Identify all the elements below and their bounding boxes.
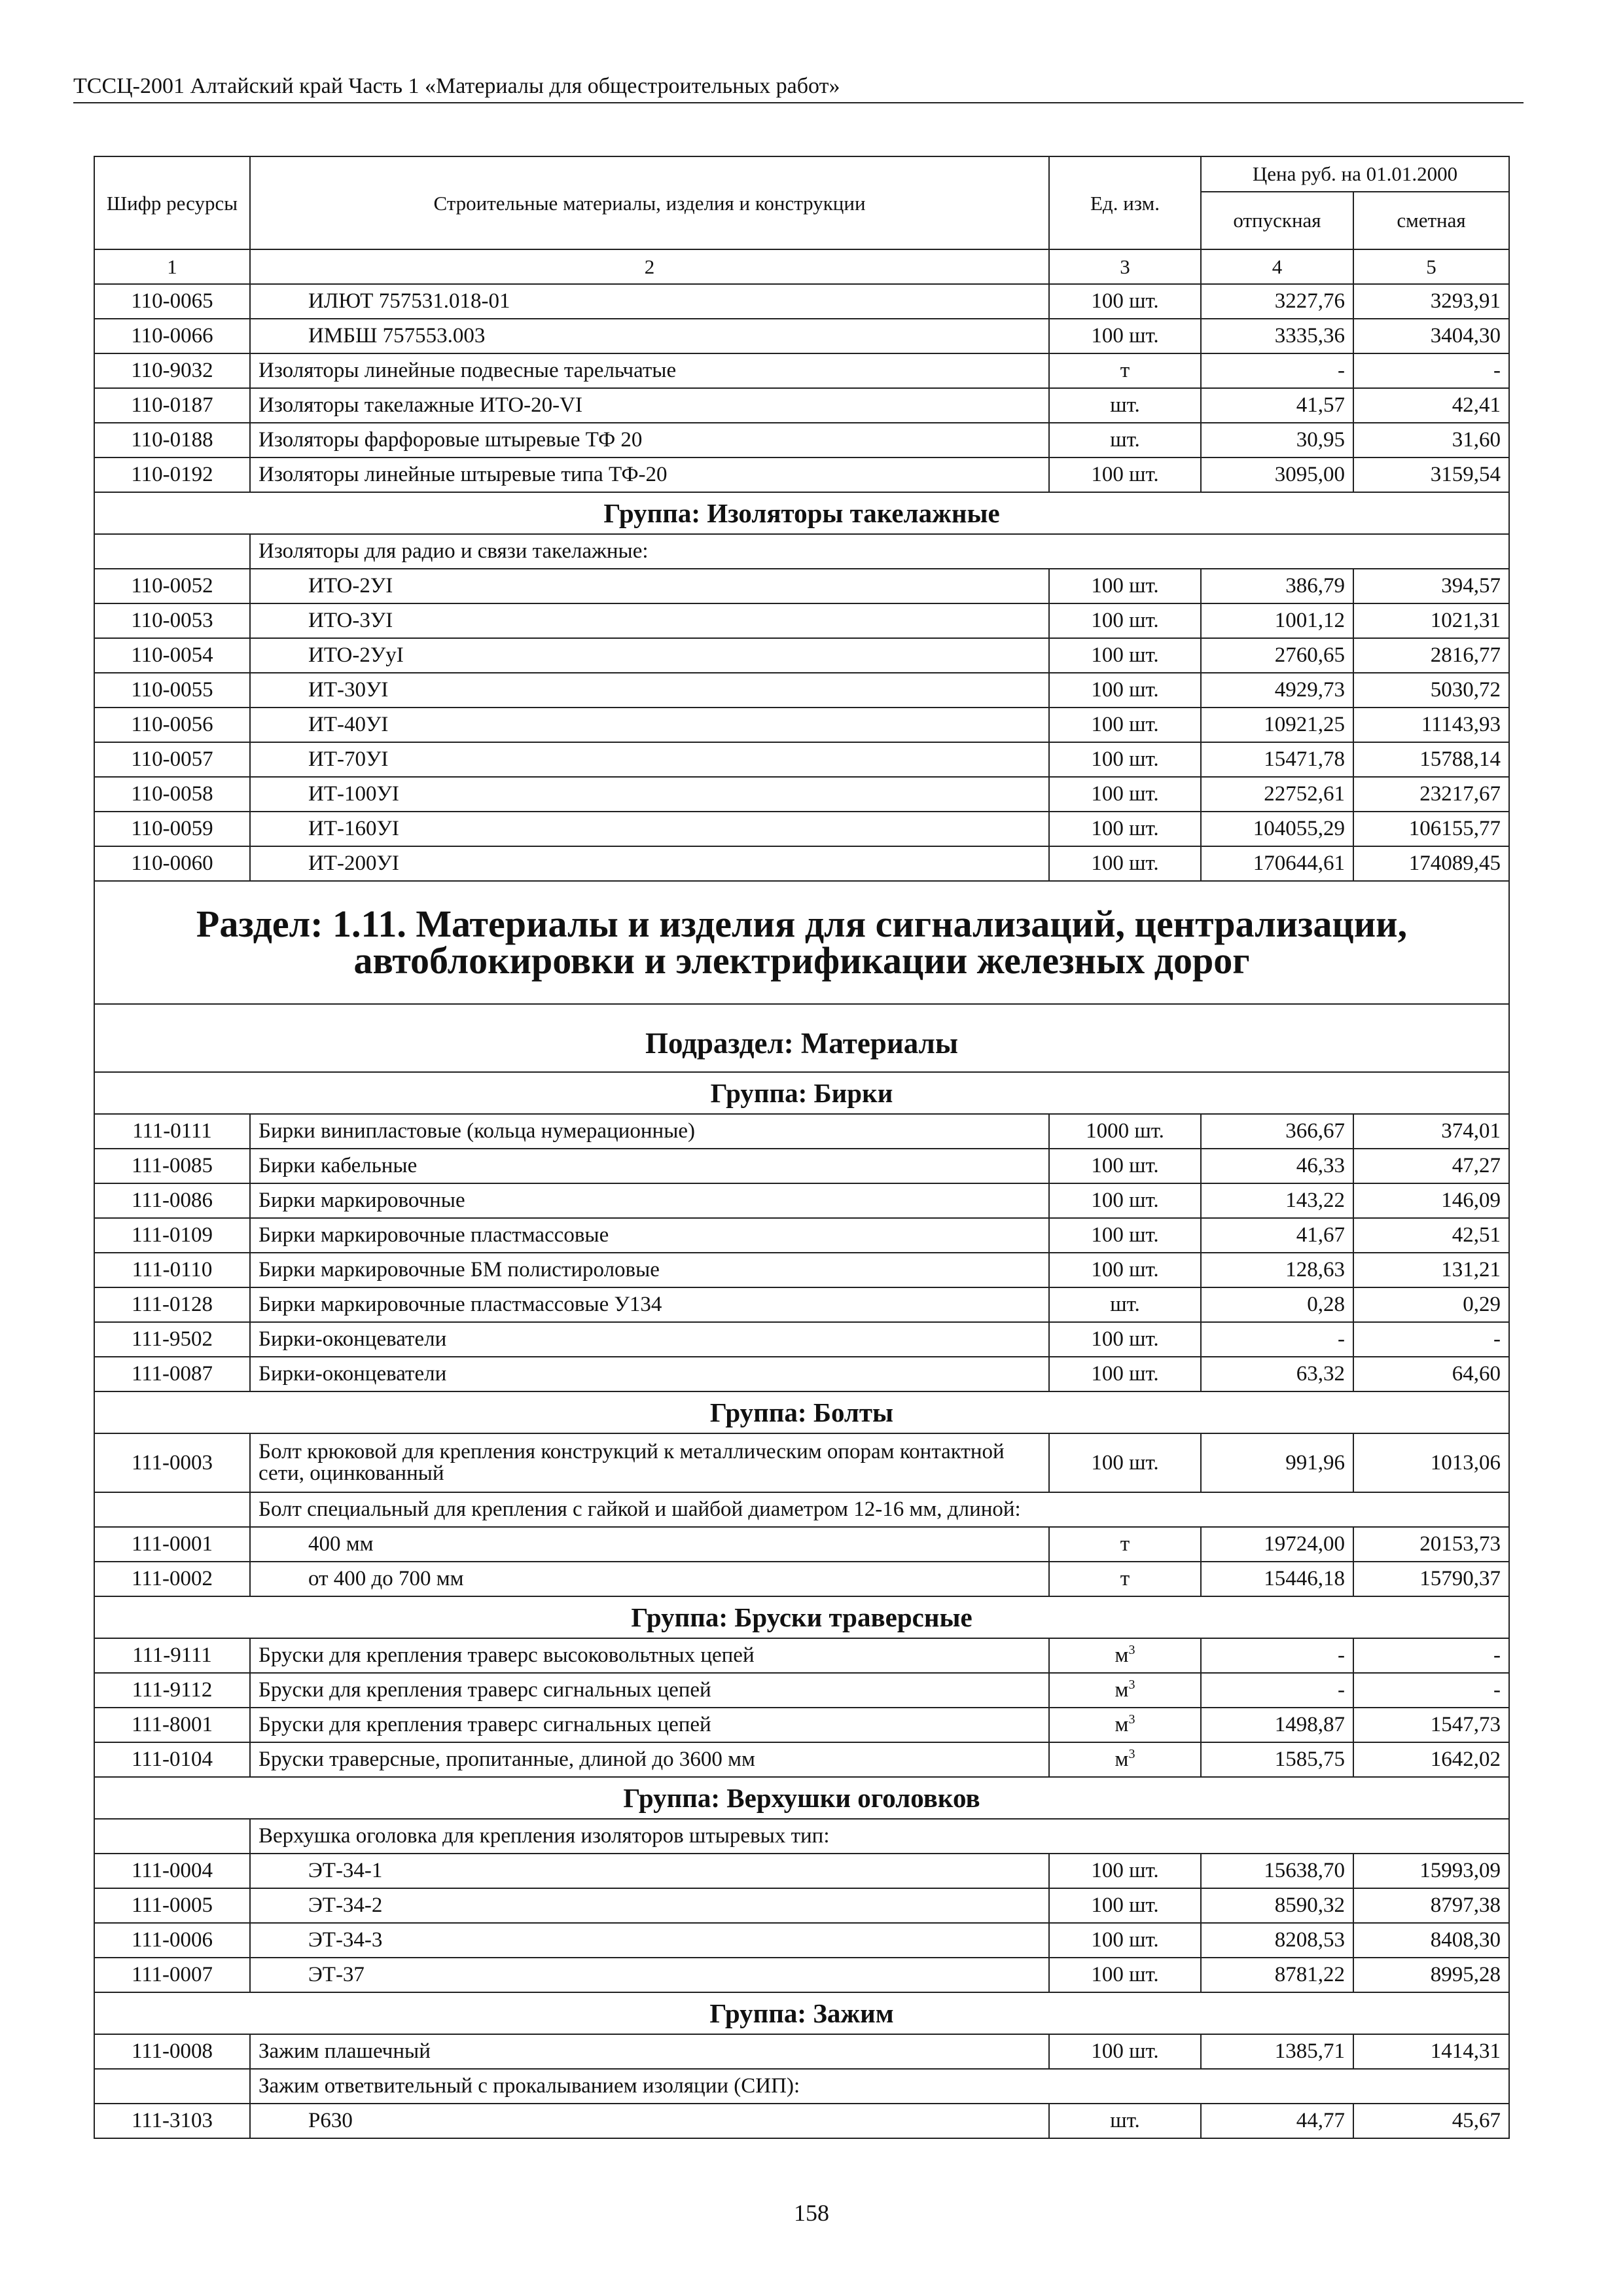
row-name: Р630 [250, 2104, 1049, 2138]
row-code: 111-0003 [94, 1433, 250, 1492]
row-price-release: 8590,32 [1201, 1888, 1353, 1923]
row-price-estimate: 23217,67 [1353, 777, 1509, 812]
row-price-release: 8781,22 [1201, 1958, 1353, 1992]
row-price-release: 128,63 [1201, 1253, 1353, 1287]
table-row [94, 1253, 1509, 1287]
row-code: 111-0128 [94, 1287, 250, 1322]
row-code: 111-9502 [94, 1322, 250, 1357]
row-price-release: 991,96 [1201, 1433, 1353, 1492]
col-header-release: отпускная [1201, 192, 1353, 250]
row-unit: 100 шт. [1049, 319, 1201, 353]
subsection-title: Подраздел: Материалы [94, 1004, 1509, 1072]
row-unit: 100 шт. [1049, 457, 1201, 492]
row-price-release: 143,22 [1201, 1183, 1353, 1218]
row-code: 111-0109 [94, 1218, 250, 1253]
row-unit: шт. [1049, 2104, 1201, 2138]
row-price-estimate: - [1353, 1638, 1509, 1673]
row-price-release: 30,95 [1201, 423, 1353, 457]
page-number: 158 [794, 2200, 829, 2226]
row-price-estimate: 3293,91 [1353, 284, 1509, 319]
row-code: 110-0066 [94, 319, 250, 353]
row-price-release: 1001,12 [1201, 603, 1353, 638]
table-row [94, 569, 1509, 603]
row-price-estimate: - [1353, 353, 1509, 388]
row-unit: т [1049, 1562, 1201, 1596]
row-name: ИТО-3УI [250, 603, 1049, 638]
row-unit: 100 шт. [1049, 1854, 1201, 1888]
row-price-release: - [1201, 1638, 1353, 1673]
row-code: 111-0085 [94, 1149, 250, 1183]
row-code: 111-9111 [94, 1638, 250, 1673]
row-name: ИТ-100УI [250, 777, 1049, 812]
row-name: Бруски траверсные, пропитанные, длиной до 3600 мм [250, 1742, 1049, 1777]
row-unit: 100 шт. [1049, 1357, 1201, 1391]
row-code: 111-0004 [94, 1854, 250, 1888]
row-price-release: 1585,75 [1201, 1742, 1353, 1777]
table-row [94, 319, 1509, 353]
col-number-1: 1 [94, 249, 250, 284]
row-code: 110-0059 [94, 812, 250, 846]
table-row [94, 284, 1509, 319]
table-row [94, 1742, 1509, 1777]
row-price-release: 41,67 [1201, 1218, 1353, 1253]
row-price-estimate: 1021,31 [1353, 603, 1509, 638]
row-name: ИТО-2УI [250, 569, 1049, 603]
row-price-estimate: 3159,54 [1353, 457, 1509, 492]
row-name: ЭТ-34-1 [250, 1854, 1049, 1888]
row-price-estimate: 1547,73 [1353, 1708, 1509, 1742]
row-name: Бирки винипластовые (кольца нумерационные) [250, 1114, 1049, 1149]
row-price-estimate: 394,57 [1353, 569, 1509, 603]
row-unit: 100 шт. [1049, 1958, 1201, 1992]
row-price-estimate: 15790,37 [1353, 1562, 1509, 1596]
row-price-estimate: 15788,14 [1353, 742, 1509, 777]
row-name: ЭТ-37 [250, 1958, 1049, 1992]
table-row [94, 1673, 1509, 1708]
row-code: 110-0054 [94, 638, 250, 673]
row-price-estimate: 8797,38 [1353, 1888, 1509, 1923]
row-name: Бирки маркировочные пластмассовые [250, 1218, 1049, 1253]
row-name: ИЛЮТ 757531.018-01 [250, 284, 1049, 319]
section-title: Раздел: 1.11. Материалы и изделия для сигнализаций, централизации, автоблокировки и электрификации железных дорог [94, 881, 1509, 1004]
group-caption: Болт специальный для крепления с гайкой и шайбой диаметром 12-16 мм, длиной: [250, 1492, 1509, 1527]
col-number-2: 2 [250, 249, 1049, 284]
row-price-release: 170644,61 [1201, 846, 1353, 881]
row-code: 111-0005 [94, 1888, 250, 1923]
table-row [94, 846, 1509, 881]
row-unit: шт. [1049, 423, 1201, 457]
row-code: 111-0002 [94, 1562, 250, 1596]
table-row [94, 1854, 1509, 1888]
row-name: Бирки кабельные [250, 1149, 1049, 1183]
row-price-estimate: 42,51 [1353, 1218, 1509, 1253]
row-name: Бирки маркировочные БМ полистироловые [250, 1253, 1049, 1287]
group-heading: Группа: Болты [94, 1391, 1509, 1433]
table-row [94, 353, 1509, 388]
row-unit: 100 шт. [1049, 777, 1201, 812]
group-heading: Группа: Бруски траверсные [94, 1596, 1509, 1638]
row-price-release: 386,79 [1201, 569, 1353, 603]
unit-exponent: 3 [1128, 1643, 1135, 1657]
row-unit [1049, 1708, 1201, 1742]
row-price-release: 3335,36 [1201, 319, 1353, 353]
table-row [94, 2034, 1509, 2069]
row-code: 110-9032 [94, 353, 250, 388]
unit-base: м [1115, 1643, 1129, 1667]
row-unit: 100 шт. [1049, 2034, 1201, 2069]
row-price-release: 1385,71 [1201, 2034, 1353, 2069]
unit-base: м [1115, 1713, 1129, 1736]
table-row [94, 1888, 1509, 1923]
row-unit: 100 шт. [1049, 1253, 1201, 1287]
table-row [94, 1958, 1509, 1992]
row-unit: 100 шт. [1049, 812, 1201, 846]
row-code: 110-0052 [94, 569, 250, 603]
unit-exponent: 3 [1128, 1712, 1135, 1727]
row-name: ЭТ-34-2 [250, 1888, 1049, 1923]
row-name: ИМБШ 757553.003 [250, 319, 1049, 353]
col-header-code: Шифр ресурсы [94, 156, 250, 249]
row-price-estimate: 146,09 [1353, 1183, 1509, 1218]
group-heading: Группа: Верхушки оголовков [94, 1777, 1509, 1819]
unit-base: м [1115, 1678, 1129, 1702]
row-price-release: 19724,00 [1201, 1527, 1353, 1562]
row-price-release: 4929,73 [1201, 673, 1353, 708]
row-code: 110-0053 [94, 603, 250, 638]
row-price-release: 0,28 [1201, 1287, 1353, 1322]
row-code: 111-0111 [94, 1114, 250, 1149]
row-price-estimate: 374,01 [1353, 1114, 1509, 1149]
row-price-estimate: 106155,77 [1353, 812, 1509, 846]
row-code: 110-0187 [94, 388, 250, 423]
col-header-price: Цена руб. на 01.01.2000 [1201, 156, 1509, 192]
row-price-estimate: 45,67 [1353, 2104, 1509, 2138]
table-row [94, 1322, 1509, 1357]
table-row [94, 1183, 1509, 1218]
row-code: 111-0001 [94, 1527, 250, 1562]
table-row [94, 1638, 1509, 1673]
row-unit: 100 шт. [1049, 742, 1201, 777]
row-code: 110-0188 [94, 423, 250, 457]
row-price-release: 2760,65 [1201, 638, 1353, 673]
group-heading: Группа: Бирки [94, 1072, 1509, 1114]
row-unit: 100 шт. [1049, 1433, 1201, 1492]
unit-base: м [1115, 1748, 1129, 1771]
row-price-estimate: - [1353, 1322, 1509, 1357]
row-name: Бирки маркировочные [250, 1183, 1049, 1218]
row-unit: т [1049, 353, 1201, 388]
row-price-release: 63,32 [1201, 1357, 1353, 1391]
row-name: Бирки-оконцеватели [250, 1357, 1049, 1391]
row-code: 110-0060 [94, 846, 250, 881]
group-heading: Группа: Изоляторы такелажные [94, 492, 1509, 534]
table-row [94, 1923, 1509, 1958]
row-unit: 1000 шт. [1049, 1114, 1201, 1149]
table-row [94, 673, 1509, 708]
row-code: 111-8001 [94, 1708, 250, 1742]
row-price-estimate: 11143,93 [1353, 708, 1509, 742]
price-table [94, 156, 1510, 2139]
row-unit: 100 шт. [1049, 1923, 1201, 1958]
table-row [94, 812, 1509, 846]
row-price-estimate: 5030,72 [1353, 673, 1509, 708]
group-caption: Верхушка оголовка для крепления изоляторов штыревых тип: [250, 1819, 1509, 1854]
row-unit: 100 шт. [1049, 603, 1201, 638]
table-row [94, 457, 1509, 492]
table-row [94, 1287, 1509, 1322]
row-code: 111-0110 [94, 1253, 250, 1287]
row-name: ЭТ-34-3 [250, 1923, 1049, 1958]
row-price-estimate: 47,27 [1353, 1149, 1509, 1183]
group-caption: Зажим ответвительный с прокалыванием изоляции (СИП): [250, 2069, 1509, 2104]
row-price-release: - [1201, 353, 1353, 388]
row-name: ИТ-200УI [250, 846, 1049, 881]
row-code: 110-0057 [94, 742, 250, 777]
row-unit: 100 шт. [1049, 1322, 1201, 1357]
row-name: Болт крюковой для крепления конструкций к металлическим опорам контактной сети, оцинкованный [250, 1433, 1049, 1492]
group-heading: Группа: Зажим [94, 1992, 1509, 2034]
row-price-estimate: 2816,77 [1353, 638, 1509, 673]
row-unit: 100 шт. [1049, 673, 1201, 708]
row-price-release: 3227,76 [1201, 284, 1353, 319]
row-price-release: 15446,18 [1201, 1562, 1353, 1596]
row-name: Изоляторы фарфоровые штыревые ТФ 20 [250, 423, 1049, 457]
row-unit: 100 шт. [1049, 1218, 1201, 1253]
row-code: 111-0104 [94, 1742, 250, 1777]
table-row [94, 638, 1509, 673]
group-caption: Изоляторы для радио и связи такелажные: [250, 534, 1509, 569]
row-unit [1049, 1638, 1201, 1673]
col-number-4: 4 [1201, 249, 1353, 284]
row-price-release: 41,57 [1201, 388, 1353, 423]
row-price-release: 366,67 [1201, 1114, 1353, 1149]
row-price-estimate: 42,41 [1353, 388, 1509, 423]
table-row [94, 1527, 1509, 1562]
row-unit [1049, 1673, 1201, 1708]
row-unit: 100 шт. [1049, 1183, 1201, 1218]
row-price-release: 3095,00 [1201, 457, 1353, 492]
row-unit [1049, 1742, 1201, 1777]
row-price-estimate: 174089,45 [1353, 846, 1509, 881]
row-price-estimate: 64,60 [1353, 1357, 1509, 1391]
row-name: Изоляторы линейные подвесные тарельчатые [250, 353, 1049, 388]
row-code: 111-3103 [94, 2104, 250, 2138]
table-row [94, 1708, 1509, 1742]
row-name: ИТ-160УI [250, 812, 1049, 846]
col-header-unit: Ед. изм. [1049, 156, 1201, 249]
row-price-release: 15638,70 [1201, 1854, 1353, 1888]
table-row [94, 1562, 1509, 1596]
row-price-release: 46,33 [1201, 1149, 1353, 1183]
col-number-5: 5 [1353, 249, 1509, 284]
row-price-estimate: 3404,30 [1353, 319, 1509, 353]
row-unit: 100 шт. [1049, 1149, 1201, 1183]
row-price-estimate: 131,21 [1353, 1253, 1509, 1287]
row-name: Бирки-оконцеватели [250, 1322, 1049, 1357]
table-row [94, 708, 1509, 742]
row-price-release: - [1201, 1322, 1353, 1357]
row-price-estimate: 8995,28 [1353, 1958, 1509, 1992]
row-name: ИТ-40УI [250, 708, 1049, 742]
row-price-estimate: 31,60 [1353, 423, 1509, 457]
row-name: Бруски для крепления траверс сигнальных цепей [250, 1673, 1049, 1708]
row-unit: 100 шт. [1049, 1888, 1201, 1923]
row-code: 110-0065 [94, 284, 250, 319]
table-row [94, 1433, 1509, 1492]
table-row [94, 388, 1509, 423]
row-name: Изоляторы линейные штыревые типа ТФ-20 [250, 457, 1049, 492]
unit-exponent: 3 [1128, 1677, 1135, 1692]
row-price-release: - [1201, 1673, 1353, 1708]
row-price-estimate: 1642,02 [1353, 1742, 1509, 1777]
row-name: от 400 до 700 мм [250, 1562, 1049, 1596]
row-unit: шт. [1049, 1287, 1201, 1322]
row-code: 110-0058 [94, 777, 250, 812]
row-code: 110-0192 [94, 457, 250, 492]
row-price-estimate: - [1353, 1673, 1509, 1708]
table-row [94, 777, 1509, 812]
unit-exponent: 3 [1128, 1747, 1135, 1761]
row-price-estimate: 20153,73 [1353, 1527, 1509, 1562]
table-row [94, 423, 1509, 457]
row-price-release: 22752,61 [1201, 777, 1353, 812]
row-name: Бирки маркировочные пластмассовые У134 [250, 1287, 1049, 1322]
row-price-release: 10921,25 [1201, 708, 1353, 742]
row-code: 111-9112 [94, 1673, 250, 1708]
row-price-release: 44,77 [1201, 2104, 1353, 2138]
row-price-estimate: 1414,31 [1353, 2034, 1509, 2069]
row-code: 110-0056 [94, 708, 250, 742]
row-unit: 100 шт. [1049, 284, 1201, 319]
row-name: 400 мм [250, 1527, 1049, 1562]
row-name: ИТ-70УI [250, 742, 1049, 777]
row-name: Зажим плашечный [250, 2034, 1049, 2069]
row-code: 111-0086 [94, 1183, 250, 1218]
row-unit: 100 шт. [1049, 846, 1201, 881]
row-price-estimate: 8408,30 [1353, 1923, 1509, 1958]
row-unit: 100 шт. [1049, 638, 1201, 673]
col-number-3: 3 [1049, 249, 1201, 284]
row-name: ИТО-2УуI [250, 638, 1049, 673]
col-header-estimate: сметная [1353, 192, 1509, 250]
row-code: 111-0008 [94, 2034, 250, 2069]
row-price-release: 1498,87 [1201, 1708, 1353, 1742]
table-row [94, 742, 1509, 777]
row-name: ИТ-30УI [250, 673, 1049, 708]
row-unit: т [1049, 1527, 1201, 1562]
table-row [94, 603, 1509, 638]
row-code: 110-0055 [94, 673, 250, 708]
running-header: ТССЦ-2001 Алтайский край Часть 1 «Материалы для общестроительных работ» [73, 71, 1524, 103]
row-price-estimate: 15993,09 [1353, 1854, 1509, 1888]
row-unit: 100 шт. [1049, 708, 1201, 742]
row-price-release: 8208,53 [1201, 1923, 1353, 1958]
table-row [94, 1357, 1509, 1391]
row-name: Изоляторы такелажные ИТО-20-VI [250, 388, 1049, 423]
row-price-release: 15471,78 [1201, 742, 1353, 777]
row-code: 111-0007 [94, 1958, 250, 1992]
row-code: 111-0087 [94, 1357, 250, 1391]
row-price-release: 104055,29 [1201, 812, 1353, 846]
row-unit: 100 шт. [1049, 569, 1201, 603]
table-row [94, 2104, 1509, 2138]
row-price-estimate: 0,29 [1353, 1287, 1509, 1322]
row-name: Бруски для крепления траверс высоковольтных цепей [250, 1638, 1049, 1673]
row-price-estimate: 1013,06 [1353, 1433, 1509, 1492]
row-unit: шт. [1049, 388, 1201, 423]
table-row [94, 1149, 1509, 1183]
table-row [94, 1114, 1509, 1149]
col-header-name: Строительные материалы, изделия и конструкции [250, 156, 1049, 249]
row-code: 111-0006 [94, 1923, 250, 1958]
table-row [94, 1218, 1509, 1253]
row-name: Бруски для крепления траверс сигнальных цепей [250, 1708, 1049, 1742]
